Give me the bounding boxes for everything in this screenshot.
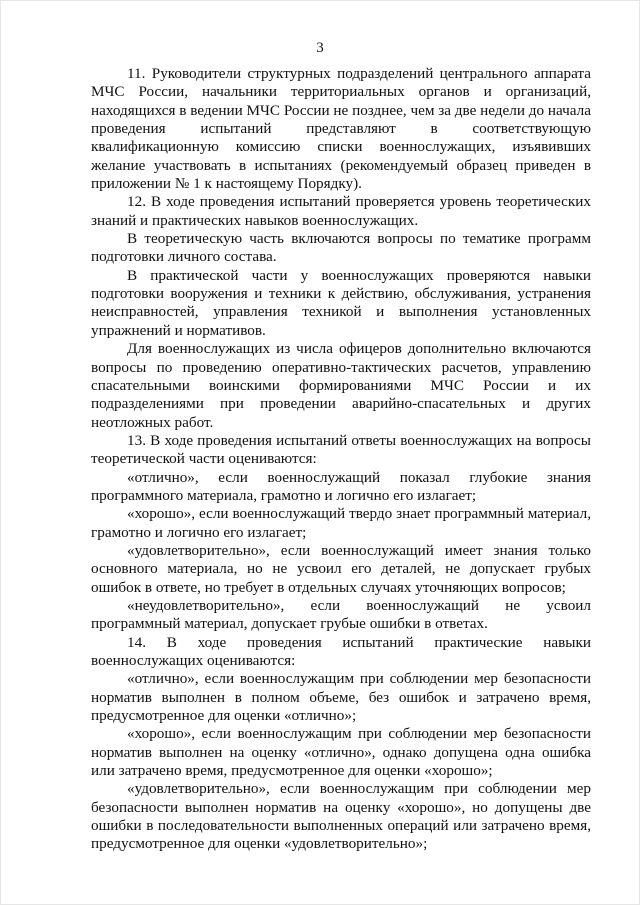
paragraph-practice-good: «хорошо», если военнослужащим при соблюдении мер безопасности норматив выполнен на оценку «отлично», однако допущена одна ошибка или затрачено время, предусмотренное для оценки «хорошо»; (91, 725, 591, 780)
paragraph-practice-part: В практической части у военнослужащих проверяются навыки подготовки вооружения и техники к действию, обслуживания, устранения неисправностей, управления техникой и выполнения установленных упражнений и нормативов. (91, 266, 591, 339)
paragraph-12: 12. В ходе проведения испытаний проверяется уровень теоретических знаний и практических навыков военнослужащих. (91, 193, 591, 229)
paragraph-theory-part: В теоретическую часть включаются вопросы по тематике программ подготовки личного состава. (91, 230, 591, 266)
body-text (91, 65, 591, 854)
paragraph-theory-unsatisfactory: «неудовлетворительно», если военнослужащий не усвоил программный материал, допускает грубые ошибки в ответах. (91, 596, 591, 633)
paragraph-practice-satisfactory: «удовлетворительно», если военнослужащим при соблюдении мер безопасности выполнен норматив на оценку «хорошо», но допущены две ошибки в последовательности выполненных операций или затрачено время, предусмотренное для оценки «удовлетворительно»; (91, 780, 591, 853)
paragraph-11: 11. Руководители структурных подразделений центрального аппарата МЧС России, начальники территориальных органов и организаций, находящихся в ведении МЧС России не позднее, чем за две недели до начала проведения испытаний представляют в соответствующую квалификационную комиссию списки военнослужащих, изъявивших желание участвовать в испытаниях (рекомендуемый образец приведен в приложении № 1 к настоящему Порядку). (91, 65, 591, 193)
paragraph-13: 13. В ходе проведения испытаний ответы военнослужащих на вопросы теоретической части оцениваются: (91, 431, 591, 468)
page-number: 3 (316, 40, 324, 56)
paragraph-theory-good: «хорошо», если военнослужащий твердо знает программный материал, грамотно и логично его излагает; (91, 505, 591, 541)
paragraph-theory-excellent: «отлично», если военнослужащий показал глубокие знания программного материала, грамотно и логично его излагает; (91, 468, 591, 504)
paragraph-14: 14. В ходе проведения испытаний практические навыки военнослужащих оцениваются: (91, 633, 591, 669)
paragraph-theory-satisfactory: «удовлетворительно», если военнослужащий имеет знания только основного материала, но не усвоил его деталей, не допускает грубых ошибок в ответе, но требует в отдельных случаях уточняющих вопросов; (91, 541, 591, 596)
paragraph-practice-excellent: «отлично», если военнослужащим при соблюдении мер безопасности норматив выполнен в полном объеме, без ошибок и затрачено время, предусмотренное для оценки «отлично»; (91, 670, 591, 725)
paragraph-officers: Для военнослужащих из числа офицеров дополнительно включаются вопросы по проведению оперативно-тактических расчетов, управлению спасательными воинскими формированиями МЧС России и их подразделениями при проведении аварийно-спасательных и других неотложных работ. (91, 340, 591, 431)
